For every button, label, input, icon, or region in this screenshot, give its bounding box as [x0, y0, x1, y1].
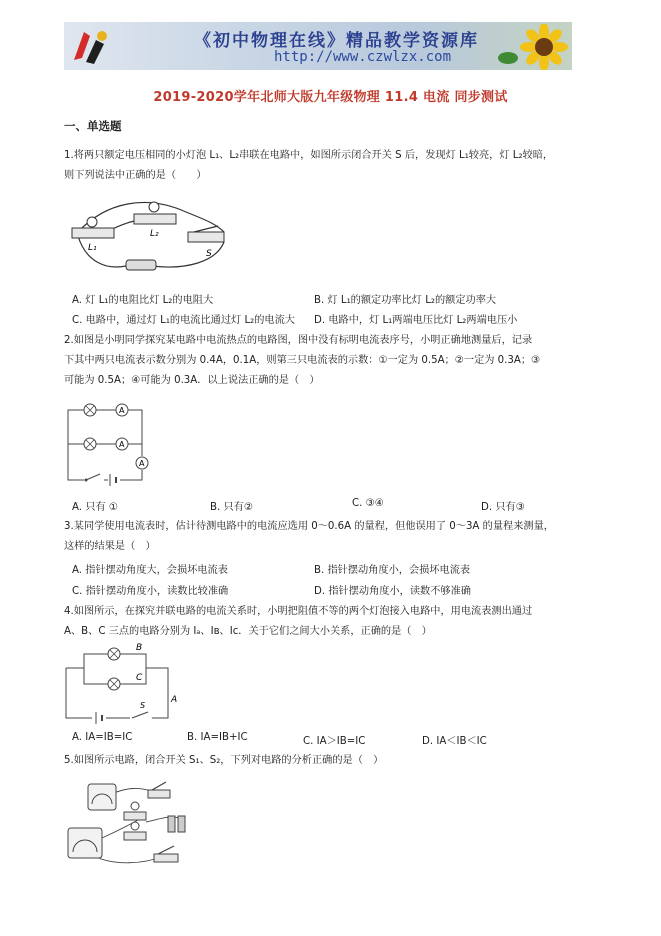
q4-option-b[interactable]: B. IA=IB+IC: [187, 732, 248, 743]
question-4: [64, 602, 604, 642]
q1-option-d[interactable]: D. 电路中，灯 L₁两端电压比灯 L₂两端电压小: [314, 315, 518, 326]
question-1-line-1: 1.将两只额定电压相同的小灯泡 L₁、L₂串联在电路中，如图所示闭合开关 S 后，发现灯 L₁较亮，灯 L₂较暗，: [64, 150, 554, 161]
q4-option-c[interactable]: C. IA＞IB=IC: [303, 736, 366, 747]
banner-title: 《初中物理在线》精品教学资源库: [194, 31, 479, 51]
sunflower-icon: [494, 24, 568, 70]
q2-option-d[interactable]: D. 只有③: [481, 502, 525, 513]
question-2: [64, 331, 604, 391]
q4-option-d[interactable]: D. IA＜IB＜IC: [422, 736, 487, 747]
header-banner: [64, 22, 572, 70]
section-heading: 一、单选题: [64, 119, 122, 133]
question-2-line-3: 可能为 0.5A；④可能为 0.3A．以上说法正确的是（ ）: [64, 375, 320, 386]
q1-option-a[interactable]: A. 灯 L₁的电阻比灯 L₂的电阻大: [72, 295, 214, 306]
question-5-line-1: 5.如图所示电路，闭合开关 S₁、S₂，下列对电路的分析正确的是（ ）: [64, 755, 384, 766]
question-2-line-2: 下其中两只电流表示数分别为 0.4A，0.1A，则第三只电流表的示数：①一定为 0.5A；②一定为 0.3A；③: [64, 355, 541, 366]
question-2-line-1: 2.如图是小明同学探究某电路中电流热点的电路图，图中没有标明电流表序号，小明正确地测量后，记录: [64, 335, 533, 346]
ammeter-label-1: A: [119, 406, 125, 415]
question-4-line-2: A、B、C 三点的电路分别为 Iₐ、Iʙ、Iᴄ．关于它们之间大小关系，正确的是（ ）: [64, 626, 432, 637]
question-1-figure: [66, 192, 236, 282]
q3-option-b[interactable]: B. 指针摆动角度小，会损坏电流表: [314, 565, 471, 576]
ammeter-label-3: A: [139, 459, 145, 468]
banner-url[interactable]: http://www.czwlzx.com: [274, 49, 452, 65]
q4-option-a[interactable]: A. IA=IB=IC: [72, 732, 133, 743]
q3-option-a[interactable]: A. 指针摆动角度大，会损坏电流表: [72, 565, 228, 576]
question-2-figure: [64, 400, 156, 490]
question-5: [64, 751, 604, 771]
q2-option-c[interactable]: C. ③④: [352, 498, 384, 509]
point-b-label: B: [136, 643, 143, 653]
question-3-line-1: 3.某同学使用电流表时，估计待测电路中的电流应选用 0～0.6A 的量程，但他误用了 0～3A 的量程来测量，: [64, 521, 554, 532]
question-3-line-2: 这样的结果是（ ）: [64, 541, 156, 552]
document-title: 2019-2020学年北师大版九年级物理 11.4 电流 同步测试: [153, 90, 508, 105]
q1-option-b[interactable]: B. 灯 L₁的额定功率比灯 L₂的额定功率大: [314, 295, 497, 306]
label-l1: L₁: [88, 243, 97, 253]
switch-s-label: S: [140, 701, 146, 710]
question-4-line-1: 4.如图所示，在探究并联电路的电流关系时，小明把阻值不等的两个灯泡接入电路中，用电流表测出通过: [64, 606, 533, 617]
q3-option-d[interactable]: D. 指针摆动角度小，读数不够准确: [314, 586, 471, 597]
question-1-line-2: 则下列说法中正确的是（ ）: [64, 170, 207, 181]
question-5-figure: [64, 778, 204, 870]
ammeter-label-2: A: [119, 440, 125, 449]
point-c-label: C: [136, 673, 143, 683]
question-1: [64, 146, 604, 186]
label-s: S: [206, 249, 212, 259]
point-a-label: A: [171, 695, 178, 705]
question-3: [64, 517, 604, 557]
q3-option-c[interactable]: C. 指针摆动角度小，读数比较准确: [72, 586, 229, 597]
q2-option-b[interactable]: B. 只有②: [210, 502, 253, 513]
q1-option-c[interactable]: C. 电路中，通过灯 L₁的电流比通过灯 L₂的电流大: [72, 315, 295, 326]
question-4-figure: [64, 642, 184, 724]
site-logo-icon: [68, 26, 112, 66]
label-l2: L₂: [150, 229, 159, 239]
q2-option-a[interactable]: A. 只有 ①: [72, 502, 119, 513]
